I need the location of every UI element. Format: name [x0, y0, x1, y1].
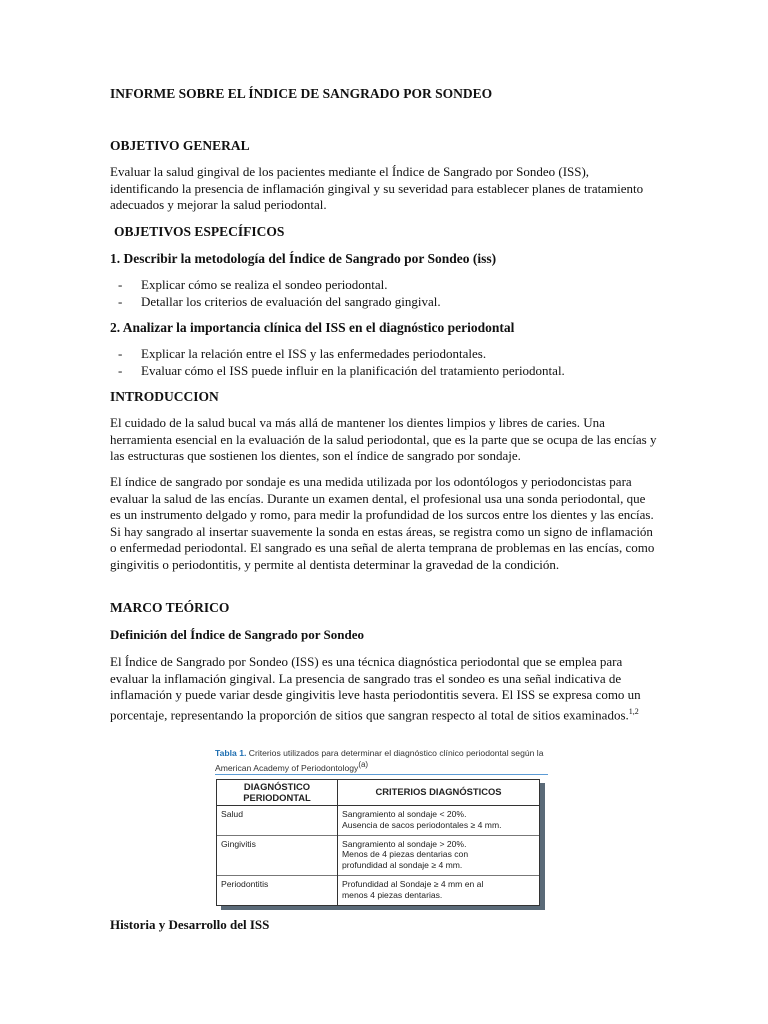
table-row	[217, 835, 540, 876]
paragraph-definicion: El Índice de Sangrado por Sondeo (ISS) es una técnica diagnóstica periodontal que se emplea para evaluar la inflamación gingival. La presencia de sangrado tras el sondeo es una señal indicativa de inflamación y puede variar desde gingivitis leve hasta periodontitis severa. El ISS se expresa como un porcentaje, representando la proporción de sitios que sangran respecto al total de sitios examinados.$^{1,2}$	[110, 654, 641, 723]
list-item: - Evaluar cómo el ISS puede influir en la planificación del tratamiento periodontal.	[118, 362, 565, 378]
list-item: - Detallar los criterios de evaluación del sangrado gingival.	[118, 293, 441, 309]
criteria-table-figure	[215, 748, 548, 908]
table-row	[217, 876, 540, 906]
reference-superscript: 1,2	[628, 706, 639, 716]
criteria-table	[216, 779, 540, 906]
cell-criterios: Sangramiento al sondaje < 20%. Ausencia de sacos periodontales ≥ 4 mm.	[338, 806, 540, 836]
cell-diagnostico: Periodontitis	[217, 876, 338, 906]
column-header-criterios: CRITERIOS DIAGNÓSTICOS	[338, 780, 540, 806]
table-row	[217, 806, 540, 836]
table-frame	[216, 779, 540, 906]
table-header-row	[217, 780, 540, 806]
table-caption-label: Tabla 1.	[215, 748, 247, 758]
objective-2-title: 2. Analizar la importancia clínica del ISS en el diagnóstico periodontal	[110, 320, 515, 335]
heading-introduccion: INTRODUCCION	[110, 389, 219, 404]
cell-criterios: Profundidad al Sondaje ≥ 4 mm en al menos 4 piezas dentarias.	[338, 876, 540, 906]
column-header-diagnostico: DIAGNÓSTICO PERIODONTAL	[217, 780, 338, 806]
paragraph-introduccion-1: El cuidado de la salud bucal va más allá de mantener los dientes limpios y libres de caries. Una herramienta esencial en la evaluación de la salud periodontal, que es la parte que se ocupa de las encías y las estructuras que sostienen los dientes, son el índice de sangrado por sondaje.	[110, 415, 657, 464]
subheading-definicion: Definición del Índice de Sangrado por Sondeo	[110, 627, 365, 642]
objective-1-bullets	[118, 277, 441, 310]
heading-historia: Historia y Desarrollo del ISS	[110, 917, 270, 932]
objective-2-bullets	[118, 346, 565, 379]
cell-diagnostico: Salud	[217, 806, 338, 836]
heading-marco-teorico: MARCO TEÓRICO	[110, 600, 230, 615]
document-title: INFORME SOBRE EL ÍNDICE DE SANGRADO POR SONDEO	[110, 86, 493, 101]
paragraph-introduccion-2: El índice de sangrado por sondaje es una medida utilizada por los odontólogos y periodoncistas para evaluar la salud de las encías. Durante un examen dental, el profesional usa una sonda periodontal, que es un instrumento delgado y romo, para medir la profundidad de los surcos entre los dientes y las encías. Si hay sangrado al insertar suavemente la sonda en estas áreas, se registra como un signo de inflamación o enfermedad periodontal. El sangrado es una señal de alerta temprana de problemas en las encías, como gingivitis o periodontitis, y permite al dentista determinar la gravedad de la condición.	[110, 474, 655, 572]
heading-objetivo-general: OBJETIVO GENERAL	[110, 138, 250, 153]
heading-objetivos-especificos: OBJETIVOS ESPECÍFICOS	[114, 224, 285, 239]
cell-diagnostico: Gingivitis	[217, 835, 338, 876]
caption-divider	[215, 774, 548, 775]
list-item: - Explicar cómo se realiza el sondeo periodontal.	[118, 277, 388, 292]
list-item: - Explicar la relación entre el ISS y las enfermedades periodontales.	[118, 346, 487, 361]
objective-1-title: 1. Describir la metodología del Índice de Sangrado por Sondeo (iss)	[110, 251, 497, 266]
table-caption: Tabla 1. Criterios utilizados para determinar el diagnóstico clínico periodontal según la American Academy of Periodontology$^{(a)}$	[215, 748, 544, 773]
paragraph-objetivo-general: Evaluar la salud gingival de los pacientes mediante el Índice de Sangrado por Sondeo (ISS), identificando la presencia de inflamación gingival y su severidad para establecer planes de tratamiento adecuados y mejorar la salud periodontal.	[110, 164, 644, 213]
cell-criterios: Sangramiento al sondaje > 20%. Menos de 4 piezas dentarias con profundidad al sondaje ≥ 4 mm.	[338, 835, 540, 876]
